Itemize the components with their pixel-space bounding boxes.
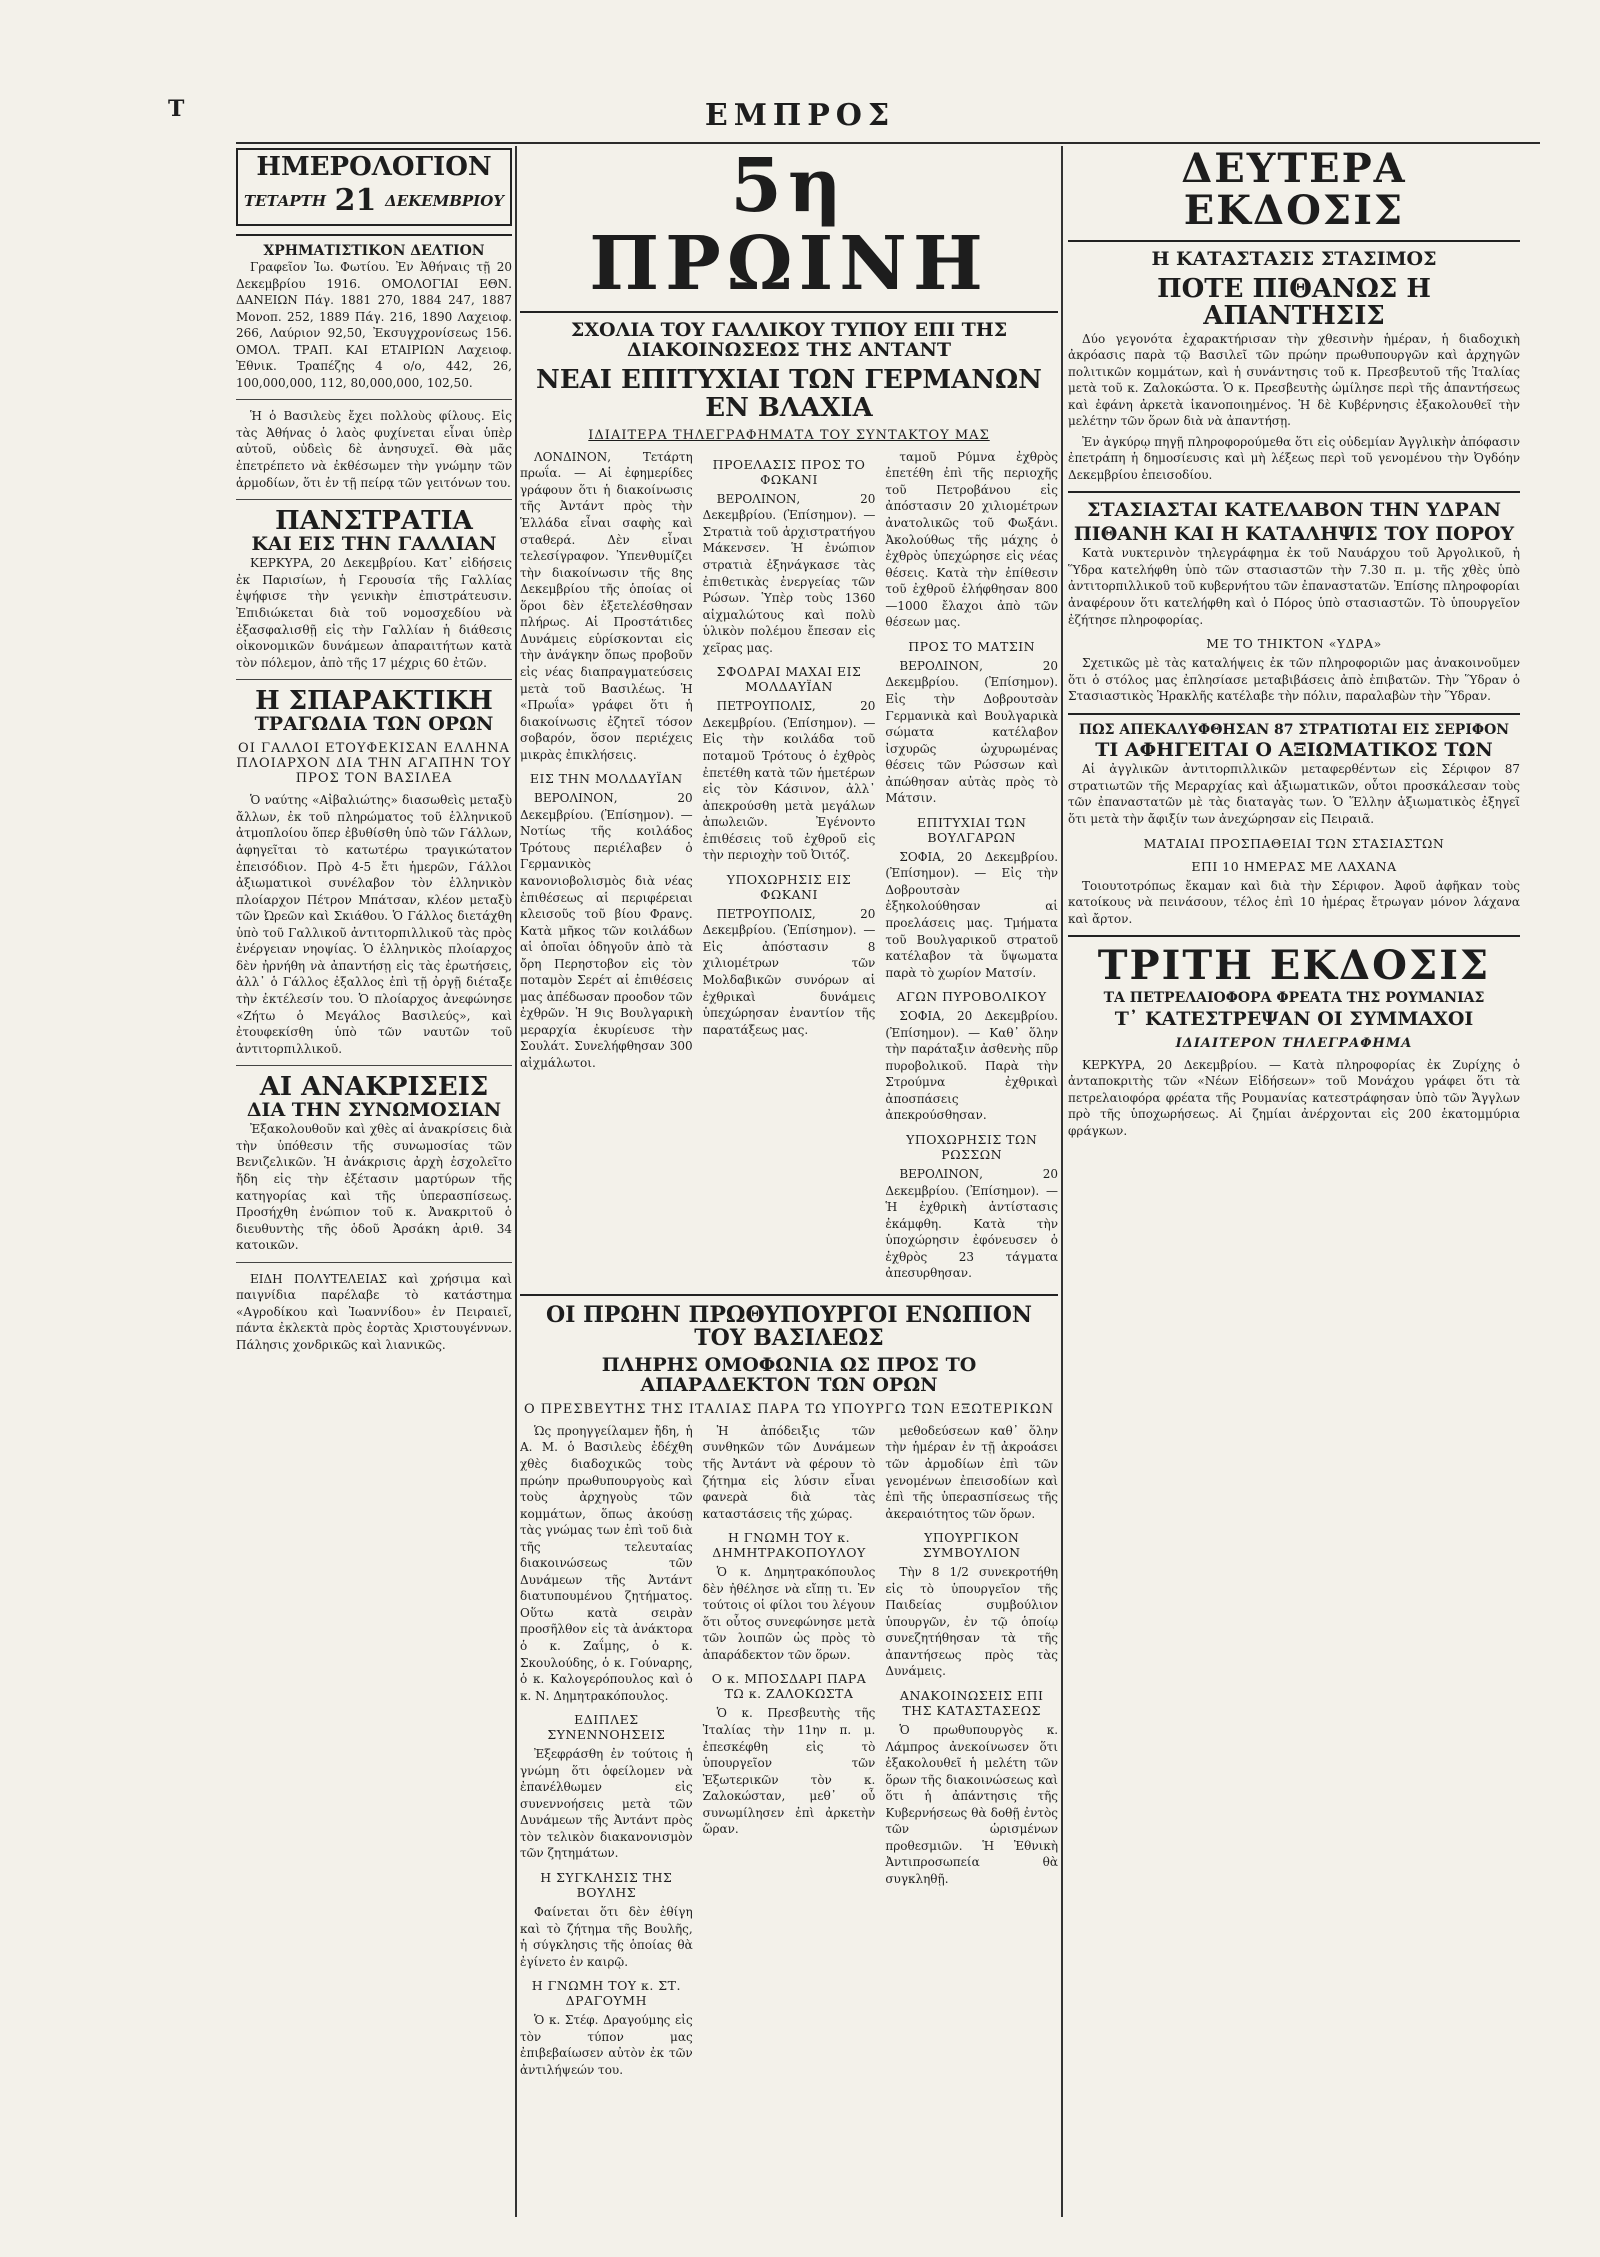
article-text: ΒΕΡΟΛΙΝΟΝ, 20 Δεκεμβρίου. (Ἐπίσημον). — Ἡ ἐχθρικὴ ἀντίστασις ἐκάμφθη. Κατὰ τὴν ὑποχώρησιν ἐφόνευσεν ὁ ἐχθρὸς 23 τάγματα ἀπεσυρθησαν. [885,1166,1058,1281]
section-subheading: ΚΑΙ ΕΙΣ ΤΗΝ ΓΑΛΛΙΑΝ [251,533,497,556]
headline-deck: ΙΔΙΑΙΤΕΡΑ ΤΗΛΕΓΡΑΦΗΜΑΤΑ ΤΟΥ ΣΥΝΤΑΚΤΟΥ ΜΑΣ [588,427,990,443]
article-text: μεθοδεύσεων καθ᾽ ὅλην τὴν ἡμέραν ἐν τῇ ἀκροάσει τῶν ἀρμοδίων ἐπὶ τῶν γενομένων ἐπεισοδίων καὶ ἐπὶ τῆς ὑπερασπίσεως τῆς ἀκεραιότητος τῶν ὅρων. [885,1423,1058,1521]
article-text: Σχετικῶς μὲ τὰς καταλήψεις ἐκ τῶν πληροφοριῶν μας ἀνακοινοῦμεν ὅτι ὁ στόλος μας ἐπλησίασε μεταβιβάσεις ἀπὸ ἐπιβατῶν. Τὴν Ὕδραν ὁ Στασιαστικὸς Ἡρακλῆς κατέλαβε τὴν πόλιν, παραλαβὼν τὴν Ὕδραν. [1068,656,1520,704]
article-subheading: ΥΠΟΥΡΓΙΚΟΝ ΣΥΜΒΟΥΛΙΟΝ [922,1530,1021,1561]
article-text: Τοιουτοτρόπως ἔκαμαν καὶ διὰ τὴν Σέριφον. Ἀφοῦ ἀφῆκαν τοὺς κατοίκους νὰ πεινάσουν, τέλος ἐπὶ 10 ἡμέρας ἔτρωγαν μόνον λάχανα καὶ ἄρτον. [1068,878,1520,926]
paper-name: ΕΜΠΡΟΣ [704,98,896,133]
article-text: Ὁ κ. Στέφ. Δραγούμης εἰς τὸν τύπον μας ἐπιβεβαίωσεν αὐτὸν ἐκ τῶν ἀντιλήψεών του. [520,2013,693,2077]
divider [236,499,512,500]
article-text: ΠΕΤΡΟΥΠΟΛΙΣ, 20 Δεκεμβρίου. (Ἐπίσημον). — Εἰς ἀπόστασιν 8 χιλιομέτρων τῶν Μολδαβικῶν συνόρων αἱ ἐχθρικαὶ δυνάμεις ὑπεχώρησαν ἐναντίον τῆς παρατάξεως μας. [702,906,876,1037]
divider [1068,240,1520,242]
headline-deck: ΙΔΙΑΙΤΕΡΟΝ ΤΗΛΕΓΡΑΦΗΜΑ [1175,1035,1413,1051]
article-subheading: ΠΡΟΕΛΑΣΙΣ ΠΡΟΣ ΤΟ ΦΩΚΑΝΙ [712,456,866,487]
calendar-day: 21 [334,183,377,219]
article-text: Αἱ ἀγγλικῶν ἀντιτορπιλλικῶν μεταφερθέντων εἰς Σέριφον 87 στρατιωτῶν τῆς Μεραρχίας καὶ ἀξιωματικῶν, οὗτοι προσκάλεσαν τοὺς τῶν ἐπαναστατῶν μὲ τὰς διαταγὰς των. Ὁ Ἕλλην ἀξιωματικὸς ἐξηγεῖ ὅτι μετὰ τὴν ἄφιξίν των ἀνεχώρησαν εἰς Πειραιᾶ. [1068,762,1520,826]
article-column [703,1423,876,2083]
headline-deck: Η ΚΑΤΑΣΤΑΣΙΣ ΣΤΑΣΙΜΟΣ [1151,248,1437,270]
article-text: ΣΟΦΙΑ, 20 Δεκεμβρίου. (Ἐπίσημον). — Εἰς τὴν Δοβρουτσὰν ἐξηκολούθησαν αἱ προελάσεις μας. Τμήματα τοῦ Βουλγαρικοῦ στρατοῦ κατέλαβον τὰ ὕψωματα παρὰ τὸ χωρίον Ματσίν. [885,849,1058,980]
calendar-box [236,148,512,226]
calendar-weekday: ΤΕΤΑΡΤΗ [244,191,327,210]
article-subheading: ΑΝΑΚΟΙΝΩΣΕΙΣ ΕΠΙ ΤΗΣ ΚΑΤΑΣΤΑΣΕΩΣ [899,1687,1044,1718]
section-heading: ΠΑΝΣΤΡΑΤΙΑ [275,506,473,537]
section-subheading: ΤΡΑΓΩΔΙΑ ΤΩΝ ΟΡΩΝ [254,713,494,736]
article-text: Ὁ ναύτης «Αἰβαλιώτης» διασωθεὶς μεταξὺ ἄλλων, ἐκ τοῦ πληρώματος τοῦ ἑλληνικοῦ ἀτμοπλοίου ὅπερ ἐβυθίσθη ὑπὸ τῶν Γάλλων, ἀφηγεῖται τὸ κατωτέρω τραγικώτατον ἐπεισόδιον. Πρὸ 4-5 ἔτι ἡμερῶν, Γάλλοι ἀξιωματικοὶ συνέλαβον τὸν ἑλληνικὸν πλοίαρχον Πέτρον Μπάτσαν, κλέον μεταξὺ τῶν Ὠρεῶν καὶ Σκιάθου. Ὁ Γάλλος διετάχθη ὑπὸ τοῦ Γαλλικοῦ ἀντιτορπιλλικοῦ τὰς πρὸς ἐνέργειαν νηοψίας. Ὁ ἑλληνικὸς πλοίαρχος δὲν ἠρνήθη νὰ ἀπαντήσῃ εἰς τὰς ἐρωτήσεις, ἀλλ᾽ ὁ Γάλλος ἐξαλλος ἐπὶ τῇ ὀργῇ διέταξε τὴν ἐκτέλεσίν του. Ὁ πλοίαρχος ἀνεφώνησε «Ζήτω ὁ Μεγάλος Βασιλεύς», καὶ ἐτουφεκίσθη ὑπὸ τῶν ναυτῶν τοῦ ἀντιτορπιλλικοῦ. [236,793,512,1056]
divider [1068,713,1520,715]
article-subheading: ΕΠΙΤΥΧΙΑΙ ΤΩΝ ΒΟΥΛΓΑΡΩΝ [916,814,1027,845]
headline-deck: ΝΕΑΙ ΕΠΙΤΥΧΙΑΙ ΤΩΝ ΓΕΡΜΑΝΩΝ ΕΝ ΒΛΑΧΙΑ [536,365,1042,423]
right-column [1068,148,1520,1144]
advertisement-text: ΕΙΔΗ ΠΟΛΥΤΕΛΕΙΑΣ καὶ χρήσιμα καὶ παιγνίδια παρέλαβε τὸ κατάστημα «Αγροδίκου καὶ Ἰωαννίδου» ἐν Πειραιεῖ, πάντα ἐκλεκτὰ πρὸς ἐορτὰς Χριστουγέννων. Πάλησις χονδρικῶς καὶ λιανικῶς. [236,1271,512,1352]
article-subheading: ΥΠΟΧΩΡΗΣΙΣ ΤΩΝ ΡΩΣΣΩΝ [906,1131,1038,1162]
article-text: Ὁ κ. Πρεσβευτὴς τῆς Ἰταλίας τὴν 11ην π. μ. ἐπεσκέφθη εἰς τὸ ὑπουργεῖον τῶν Ἐξωτερικῶν τὸν κ. Ζαλοκώσταν, μεθ᾽ οὗ συνωμίλησεν ἐπὶ ἀρκετὴν ὥραν. [702,1706,876,1837]
article-column [520,449,693,1286]
edition-heading: ΤΡΙΤΗ ΕΚΔΟΣΙΣ [1097,942,1491,990]
article-text: ΚΕΡΚΥΡΑ, 20 Δεκεμβρίου. — Κατὰ πληροφορίας ἐκ Ζυρίχης ὁ ἀνταποκριτὴς τῶν «Νέων Εἰδήσεων» τοῦ Μονάχου γράφει ὅτι τὰ πετρελαιοφόρα φρέατα τῆς Ρουμανίας κατεστράφησαν ὑπὸ τῶν Ἄγγλων πρὸ τῆς ὑποχωρήσεως. Αἱ ζημίαι ἀνέρχονται εἰς 200 ἑκατομμύρια φράγκων. [1068,1057,1520,1138]
article-subheading: ΥΠΟΧΩΡΗΣΙΣ ΕΙΣ ΦΩΚΑΝΙ [726,871,852,902]
article-column [703,449,876,1286]
calendar-month: ΔΕΚΕΜΒΡΙΟΥ [385,191,504,210]
calendar-date [240,181,508,220]
article-text: Ὁ πρωθυπουργὸς κ. Λάμπρος ἀνεκοίνωσεν ὅτι ἐξακολουθεῖ ἡ μελέτη τῶν ὅρων τῆς διακοινώσεως καὶ ὅτι ἡ ἀπάντησις τῆς Κυβερνήσεως θὰ δοθῇ ἐντὸς τῶν ὡρισμένων προθεσμιῶν. Ἡ Ἐθνικὴ Ἀντιπροσωπεία θὰ συγκληθῇ. [885,1722,1058,1886]
article-text: Τὴν 8 1/2 συνεκροτήθη εἰς τὸ ὑπουργεῖον τῆς Παιδείας συμβούλιον ὑπουργῶν, ἐν τῷ ὁποίῳ συνεζητήθησαν τὰ τῆς ἀπαντήσεως πρὸς τὰς Δυνάμεις. [885,1565,1058,1679]
market-heading: ΧΡΗΜΑΤΙΣΤΙΚΟΝ ΔΕΛΤΙΟΝ [263,243,485,260]
article-text: ΒΕΡΟΛΙΝΟΝ, 20 Δεκεμβρίου. (Ἐπίσημον). Εἰς τὴν Δοβρουτσὰν Γερμανικὰ καὶ Βουλγαρικὰ σώματα κατέλαβον ἰσχυρῶς ὠχυρωμένας θέσεις τῶν Ρώσσων καὶ ἀπώθησαν αὐτὰς πρὸς τὸ Μάτσιν. [885,658,1058,806]
article-column [885,1423,1058,2083]
article-text: Ἐν ἀγκύρῳ πηγῇ πληροφορούμεθα ὅτι εἰς οὐδεμίαν Ἀγγλικὴν ἀπόφασιν ἐπετράπη ἡ δημοσίευσις καὶ μὴ λέξεως περὶ τοῦ γενομένου τὴν Ὀγδόην Δεκεμβρίου ἐπεισοδίου. [1068,434,1520,482]
article-text: ΛΟΝΔΙΝΟΝ, Τετάρτη πρωΐα. — Αἱ ἐφημερίδες γράφουν ὅτι ἡ διακοίνωσις τῆς Ἀντάντ πρὸς τὴν Ἑλλάδα εἶναι σαφὴς καὶ σταθερά. Δὲν εἶναι τελεσίγραφον. Ὑπενθυμίζει τὴν διακοίνωσιν τῆς 8ης Δεκεμβρίου τῆς ὁποίας οἱ ὅροι δὲν ἐξετελέσθησαν πλήρως. Αἱ Προστάτιδες Δυνάμεις εὑρίσκονται εἰς τὴν ἀνάγκην ὅπως προβοῦν εἰς νέας διαπραγματεύσεις μετὰ τοῦ Βασιλέως. Ἡ «Πρωΐα» γράφει ὅτι ἡ διακοίνωσις ἐζητεῖ τόσον σοβαρόν, ὅσον περιέχεις μικρὰς ἐπικλήσεις. [520,449,693,762]
article-text: ΚΕΡΚΥΡΑ, 20 Δεκεμβρίου. Κατ᾽ εἰδήσεις ἐκ Παρισίων, ἡ Γερουσία τῆς Γαλλίας ἐψήφισε τὴν γενικὴν ἐπιστράτευσιν. Ἐπιδιώκεται διὰ τοῦ νομοσχεδίου νὰ ἐξασφαλισθῇ εἰς τὴν Γαλλίαν ἡ διάθεσις οἰκονομικῶν δυνάμεων ἀπαραιτήτων κατὰ τὸν πόλεμον, ἀπὸ τῆς 17 μέχρις 60 ἐτῶν. [236,556,512,670]
article-text: Φαίνεται ὅτι δὲν ἐθίγη καὶ τὸ ζήτημα τῆς Βουλῆς, ἡ σύγκλησις τῆς ὁποίας θὰ ἐγίνετο ἐν καιρῷ. [520,1905,693,1969]
article-text: ΒΕΡΟΛΙΝΟΝ, 20 Δεκεμβρίου. (Ἐπίσημον). — Νοτίως τῆς κοιλάδος Τρότους περιέλαβεν ὁ Γερμανικὸς κανονιοβολισμὸς διὰ νέας ἐπιθέσεως αἱ περιφέρειαι κλεισοῦς τοῦ βίου Φρανς. Κατὰ μῆκος τῶν κοιλάδων αἱ ὁποῖαι ὁδηγοῦν ἀπὸ τὰ ὄρη Περηστοβον εἰς τὸν ποταμὸν Σερέτ αἱ ἐπιθέσεις μας ἀπέδωσαν προοδον τῶν ἐχθρῶν. Ἡ 9ις Βουλγαρικὴ μεραρχία ἐκυρίευσε τὴν Σουλάτ. Συνελήφθησαν 300 αἰχμάλωτοι. [520,791,693,1070]
middle-column [520,148,1058,2082]
article-text: Ὡς προηγγείλαμεν ἤδη, ἡ Α. Μ. ὁ Βασιλεὺς ἐδέχθη χθὲς διαδοχικῶς τοὺς πρώην πρωθυπουργοὺς καὶ τοὺς ἀρχηγοὺς τῶν κομμάτων, ὅπως ἀκούσῃ τὰς γνώμας των ἐπὶ τοῦ διὰ τῆς τελευταίας διακοινώσεως τῶν Δυνάμεων τῆς Ἀντάντ διατυπουμένου ζητήματος. Οὕτω κατὰ σειρὰν προσῆλθον εἰς τὰ ἀνάκτορα ὁ κ. Ζαΐμης, ὁ κ. Σκουλούδης, ὁ κ. Γούναρης, ὁ κ. Καλογερόπουλος καὶ ὁ κ. Ν. Δημητρακόπουλος. [520,1423,693,1703]
article-subheading: Η ΓΝΩΜΗ ΤΟΥ κ. ΔΗΜΗΤΡΑΚΟΠΟΥΛΟΥ [712,1530,866,1561]
article-subheading: ΑΓΩΝ ΠΥΡΟΒΟΛΙΚΟΥ [896,989,1047,1005]
section-heading: ΑΙ ΑΝΑΚΡΙΣΕΙΣ [259,1072,489,1103]
masthead-rule [236,142,1540,144]
article-columns [520,1423,1058,2083]
divider [236,234,512,236]
article-subheading: Η ΣΥΓΚΛΗΣΙΣ ΤΗΣ ΒΟΥΛΗΣ [540,1870,673,1900]
page-number: Τ [168,96,185,122]
divider [1068,935,1520,937]
article-subheading: Η ΓΝΩΜΗ ΤΟΥ κ. ΣΤ. ΔΡΑΓΟΥΜΗ [531,1978,681,2009]
divider [236,1262,512,1263]
article-text: ΣΟΦΙΑ, 20 Δεκεμβρίου. (Ἐπίσημον). — Καθ᾽ ὅλην τὴν παράταξιν ἀσθενὴς πῦρ πυροβολικοῦ. Παρὰ τὴν Στρούμνα ἐχθρικαὶ ἀποσπάσεις ἀπεκρούσθησαν. [885,1009,1058,1123]
divider [1068,491,1520,493]
section-subheading: ΔΙΑ ΤΗΝ ΣΥΝΩΜΟΣΙΑΝ [246,1099,502,1122]
article-subheading: Ο κ. ΜΠΟΣΔΑΡΙ ΠΑΡΑ ΤΩ κ. ΖΑΛΟΚΩΣΤΑ [711,1671,867,1702]
lead-text: Ἡ ὁ Βασιλεὺς ἔχει πολλοὺς φίλους. Εἰς τὰς Ἀθήνας ὁ λαὸς φυχίνεται εἶναι ὑπὲρ αὐτοῦ, οὐδεὶς δὲ ἀνησυχεῖ. Θὰ μᾶς ἐπετρέπετο νὰ ἐκθέσωμεν τὴν γνώμην τῶν ἁρμοδίων, ὅτι ἐν τῇ πείρᾳ τῶν γειτόνων του. [236,409,512,490]
article-text: Ἐξακολουθοῦν καὶ χθὲς αἱ ἀνακρίσεις διὰ τὴν ὑπόθεσιν τῆς συνωμοσίας τῶν Βενιζελικῶν. Ἡ ἀνάκρισις ἀρχὴ ἐσχολεῖτο ἤδη εἰς τὴν ἐξέτασιν μαρτύρων τῆς κατηγορίας καὶ τῆς ὑπερασπίσεως. Προσήχθη ἐνώπιον τοῦ κ. Ἀνακριτοῦ ὁ διευθυντὴς τῆς ὁδοῦ Ἀρσάκη ἀριθ. 34 κατοικῶν. [236,1122,512,1253]
headline-deck: ΠΟΤΕ ΠΙΘΑΝΩΣ Η ΑΠΑΝΤΗΣΙΣ [1157,273,1431,332]
edition-heading: ΔΕΥΤΕΡΑ ΕΚΔΟΣΙΣ [1181,148,1407,234]
edition-heading: 5η ΠΡΩΙΝΗ [589,148,989,307]
second-deck: Ο ΠΡΕΣΒΕΥΤΗΣ ΤΗΣ ΙΤΑΛΙΑΣ ΠΑΡΑ ΤΩ ΥΠΟΥΡΓΩ ΤΩΝ ΕΞΩΤΕΡΙΚΩΝ [524,1401,1054,1417]
divider [520,1294,1058,1296]
left-column [236,148,512,1357]
article-subheading: ΕΙΣ ΤΗΝ ΜΟΛΔΑΥΪΑΝ [529,771,683,787]
article-text: ΠΕΤΡΟΥΠΟΛΙΣ, 20 Δεκεμβρίου. (Ἐπίσημον). — Εἰς τὴν κοιλάδα τοῦ ποταμοῦ Τρότους ὁ ἐχθρὸς ἐπετέθη κατὰ τῶν ἡμετέρων εἰς τὸν Κάσινον, ἀλλ᾽ ἀπεκρούσθη μετὰ μεγάλων ἀπωλειῶν. Ἐγένοντο ἐπιθέσεις τοῦ ἐχθροῦ εἰς τὴν περιοχὴν τοῦ Ὀιτόζ. [702,699,876,863]
second-deck: ΠΛΗΡΗΣ ΟΜΟΦΩΝΙΑ ΩΣ ΠΡΟΣ ΤΟ ΑΠΑΡΑΔΕΚΤΟΝ ΤΩΝ ΟΡΩΝ [601,1354,977,1396]
section-deck: ΟΙ ΓΑΛΛΟΙ ΕΤΟΥΦΕΚΙΣΑΝ ΕΛΛΗΝΑ ΠΛΟΙΑΡΧΟΝ ΔΙΑ ΤΗΝ ΑΓΑΠΗΝ ΤΟΥ ΠΡΟΣ ΤΟΝ ΒΑΣΙΛΕΑ [236,741,512,787]
article-text: Ὁ κ. Δημητρακόπουλος δὲν ἠθέλησε νὰ εἴπῃ τι. Ἐν τούτοις οἱ φίλοι του λέγουν ὅτι οὗτος συνεφώνησε μετὰ τῶν λοιπῶν ὡς πρὸς τὸ ἀπαράδεκτον τῶν ὅρων. [702,1565,876,1662]
headline-deck: Τ᾽ ΚΑΤΕΣΤΡΕΨΑΝ ΟΙ ΣΥΜΜΑΧΟΙ [1114,1007,1474,1030]
article-text: ταμοῦ Ρύμνα ἐχθρὸς ἐπετέθη ἐπὶ τῆς περιοχῆς τοῦ Πετροβάνου εἰς ἀπόστασιν 20 χιλιομέτρων ἀνατολικῶς τοῦ Φωξάνι. Ἀκολούθως τῆς μάχης ὁ ἐχθρὸς ὑπεχώρησε εἰς νέας θέσεις. Κατὰ τὴν ἐπίθεσιν τοῦ ἐχθροῦ ἐλήφθησαν 800—1000 ἔλαχοι ἀπὸ τῶν θέσεων μας. [885,449,1058,630]
calendar-title: ΗΜΕΡΟΛΟΓΙΟΝ [256,152,492,182]
section-heading: ΣΤΑΣΙΑΣΤΑΙ ΚΑΤΕΛΑΒΟΝ ΤΗΝ ΥΔΡΑΝ [1087,499,1501,522]
second-headline: ΟΙ ΠΡΩΗΝ ΠΡΩΘΥΠΟΥΡΓΟΙ ΕΝΩΠΙΟΝ ΤΟΥ ΒΑΣΙΛΕΩΣ [545,1301,1033,1351]
article-subheading: ΕΔΙΠΛΕΣ ΣΥΝΕΝΝΟΗΣΕΙΣ [547,1712,666,1743]
article-text: Δύο γεγονότα ἐχαρακτήρισαν τὴν χθεσινὴν ἡμέραν, ἡ διαδοχικὴ ἀκρόασις παρὰ τῷ Βασιλεῖ τῶν πρώην πρωθυπουργῶν καὶ ἀρχηγῶν πολιτικῶν κομμάτων, καὶ ἡ συνάντησις τοῦ κ. Πρεσβευτοῦ τῆς Ἰταλίας μετὰ τοῦ κ. Ζαλοκώστα. Ὁ κ. Πρεσβευτὴς ὡμίλησε περὶ τῆς ἀπαντήσεως καὶ ἐφάνη ἀρκετὰ ἱκανοποιημένος. Ἡ δὲ Κυβέρνησις ἐξακολουθεῖ τὴν μελέτην τῶν ὅρων διὰ νὰ ἀπαντήσῃ. [1068,331,1520,429]
masthead [0,98,1600,133]
section-heading: ΠΩΣ ΑΠΕΚΑΛΥΦΘΗΣΑΝ 87 ΣΤΡΑΤΙΩΤΑΙ ΕΙΣ ΣΕΡΙΦΟΝ [1078,721,1510,738]
divider [236,679,512,680]
article-subheading: ΜΑΤΑΙΑΙ ΠΡΟΣΠΑΘΕΙΑΙ ΤΩΝ ΣΤΑΣΙΑΣΤΩΝ [1143,835,1445,851]
article-subheading: ΕΠΙ 10 ΗΜΕΡΑΣ ΜΕ ΛΑΧΑΝΑ [1191,858,1397,874]
column-divider [1061,146,1063,2217]
section-deck: ΤΙ ΑΦΗΓΕΙΤΑΙ Ο ΑΞΙΩΜΑΤΙΚΟΣ ΤΩΝ [1095,739,1493,762]
section-heading: Η ΣΠΑΡΑΚΤΙΚΗ [255,686,493,717]
divider [236,399,512,400]
divider [520,311,1058,313]
section-deck: ΠΙΘΑΝΗ ΚΑΙ Η ΚΑΤΑΛΗΨΙΣ ΤΟΥ ΠΟΡΟΥ [1073,523,1515,546]
article-column [885,449,1058,1286]
column-divider [515,146,517,2217]
article-text: Ἐξεφράσθη ἐν τούτοις ἡ γνώμη ὅτι ὁφείλομεν νὰ ἐπανέλθωμεν εἰς συνεννοήσεις μετὰ τῶν Δυνάμεων τῆς Ἀντάντ πρὸς τὸν τελικὸν διακανονισμὸν τῶν ζητημάτων. [520,1747,693,1861]
article-subheading: ΜΕ ΤΟ ΤΗΙΚΤΟΝ «ΥΔΡΑ» [1206,636,1382,652]
article-column [520,1423,693,2083]
article-subheading: ΣΦΟΔΡΑΙ ΜΑΧΑΙ ΕΙΣ ΜΟΛΔΑΥΪΑΝ [716,664,862,695]
article-subheading: ΠΡΟΣ ΤΟ ΜΑΤΣΙΝ [908,638,1036,654]
article-columns [520,449,1058,1286]
headline-deck: ΤΑ ΠΕΤΡΕΛΑΙΟΦΟΡΑ ΦΡΕΑΤΑ ΤΗΣ ΡΟΥΜΑΝΙΑΣ [1103,990,1485,1007]
article-text: ΒΕΡΟΛΙΝΟΝ, 20 Δεκεμβρίου. (Ἐπίσημον). — Στρατιὰ τοῦ ἀρχιστρατήγου Μάκενσεν. Ἡ ἐνώπιον στρατιὰ ἐξηνάγκασε τὰς ἐπιθετικὰς ἐνεργείας τῶν Ρώσων. Ὑπὲρ τοὺς 1360 αἰχμαλώτους καὶ πολὺ ὑλικὸν πολέμου ἔπεσαν εἰς χεῖρας μας. [702,491,876,655]
article-text: Ἡ ἀπόδειξις τῶν συνθηκῶν τῶν Δυνάμεων τῆς Ἀντάντ νὰ φέρουν τὸ ζήτημα εἰς λύσιν εἶναι φανερὰ διὰ τὰς καταστάσεις τῆς χώρας. [702,1423,876,1521]
headline-deck: ΣΧΟΛΙΑ ΤΟΥ ΓΑΛΛΙΚΟΥ ΤΥΠΟΥ ΕΠΙ ΤΗΣ ΔΙΑΚΟΙΝΩΣΕΩΣ ΤΗΣ ΑΝΤΑΝΤ [570,319,1008,362]
market-text: Γραφεῖον Ἰω. Φωτίου. Ἐν Ἀθήναις τῇ 20 Δεκεμβρίου 1916. ΟΜΟΛΟΓΙΑΙ ΕΘΝ. ΔΑΝΕΙΩΝ Πάγ. 1881 270, 1884 247, 1887 Μονοπ. 252, 1889 Πάγ. 216, 1890 Λαχειοφ. 266, Λαύριον 92,50, Ἐκσυγχρονίσεως 156. ΟΜΟΛ. ΤΡΑΠ. ΚΑΙ ΕΤΑΙΡΙΩΝ Λαχειοφ. Ἐθνικ. Τραπέζης 4 ο/ο, 442, 26, 100,000,000, 112, 80,000,000, 102,50. [236,259,512,390]
divider [236,1065,512,1066]
article-text: Κατὰ νυκτερινὸν τηλεγράφημα ἐκ τοῦ Ναυάρχου τοῦ Ἀργολικοῦ, ἡ Ὕδρα κατελήφθη ὑπὸ τῶν στασιαστῶν τὴν 7.30 π. μ. τῆς χθὲς ὑπὸ ἀντιτορπιλλικοῦ τοῦ κυβερνήτου τῶν ἐπαναστατῶν. Ἐπίσης πληροφορίαι ἀναφέρουν ὅτι κατελήφθη καὶ ὁ Πόρος ὑπὸ στασιαστῶν. Τὸ ὑπουργεῖον ἐζήτησε πληροφορίας. [1068,546,1520,627]
